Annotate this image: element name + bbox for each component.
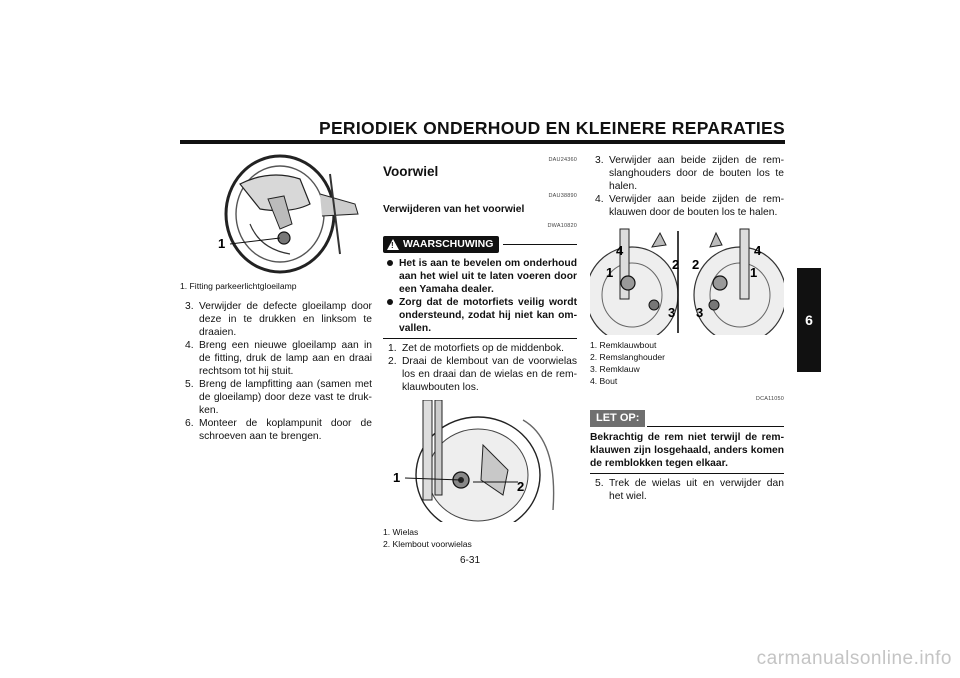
brake-caliper-illustration — [590, 227, 784, 335]
figure-callout-1: 1 — [606, 265, 614, 280]
bullet-icon — [387, 260, 393, 266]
step-item: 6. Monteer de koplampunit door de schroeven aan te brengen. — [185, 418, 372, 442]
divider — [647, 426, 784, 427]
figure-caption — [590, 339, 784, 387]
figure-front-wheel — [383, 400, 577, 522]
doc-code: DWA10820 — [547, 223, 577, 229]
column-3 — [590, 154, 784, 503]
divider — [383, 338, 577, 339]
caption-item: 1. Fitting parkeerlichtgloeilamp — [180, 281, 297, 291]
doc-code: DAU38890 — [548, 193, 577, 199]
figure-brake-calipers — [590, 227, 784, 335]
figure-callout-4: 4 — [616, 243, 624, 258]
step-item: 4. Breng een nieuwe gloeilamp aan in de fitting, druk de lamp aan en draai rechtsom tot hij stuit. — [185, 340, 372, 377]
headlight-illustration — [180, 154, 372, 276]
step-list — [383, 342, 577, 394]
header-rule — [180, 140, 785, 144]
chapter-tab[interactable]: 6 — [797, 268, 821, 372]
figure-callout-4: 4 — [754, 243, 762, 258]
page-header-title: PERIODIEK ONDERHOUD EN KLEINERE REPARATIES — [318, 118, 785, 138]
figure-callout-3: 3 — [668, 305, 676, 320]
figure-caption — [180, 280, 372, 292]
figure-caption — [383, 526, 577, 550]
step-item: 1. Zet de motorfiets op de middenbok. — [388, 343, 564, 354]
divider — [590, 473, 784, 474]
step-list — [180, 300, 372, 443]
caption-item: 2. Remslanghouder — [590, 352, 666, 362]
column-1 — [180, 154, 372, 443]
column-2 — [383, 154, 577, 550]
caption-item: 1. Wielas — [383, 527, 419, 537]
subsection-title: Verwijderen van het voorwiel — [383, 204, 525, 215]
caption-item: 4. Bout — [590, 376, 618, 386]
note-text: Bekrachtig de rem niet terwijl de rem-klauwen zijn losgehaald, anders komen de remblokken tegen elkaar. — [590, 432, 784, 469]
step-item: 3. Verwijder de defecte gloeilamp door deze in te drukken en linksom te draaien. — [185, 301, 372, 338]
step-item: 5. Breng de lampfitting aan (samen met de gloeilamp) door deze vast te druk-ken. — [185, 379, 372, 416]
figure-callout-1: 1 — [750, 265, 758, 280]
section-title: Voorwiel — [383, 164, 439, 179]
watermark: carmanualsonline.info — [756, 648, 952, 669]
step-list — [590, 154, 784, 219]
warning-item: Zorg dat de motorfiets veilig wordt ondersteund, zodat hij niet kan om-vallen. — [383, 296, 577, 335]
figure-headlight-bulb — [180, 154, 372, 276]
caption-item: 3. Remklauw — [590, 364, 640, 374]
caption-item: 2. Klembout voorwielas — [383, 539, 472, 549]
figure-callout-2: 2 — [672, 257, 680, 272]
step-item: 5. Trek de wielas uit en verwijder dan het wiel. — [595, 478, 784, 502]
note-badge: LET OP: — [590, 410, 645, 427]
figure-callout-2: 2 — [517, 479, 525, 494]
figure-callout-1: 1 — [393, 470, 401, 485]
figure-callout-3: 3 — [696, 305, 704, 320]
figure-callout-2: 2 — [692, 257, 700, 272]
front-wheel-illustration — [383, 400, 577, 522]
doc-code: DAU24360 — [548, 157, 577, 163]
step-item: 4. Verwijder aan beide zijden de rem-klauwen door de bouten los te halen. — [595, 194, 784, 218]
warning-item: Het is aan te bevelen om onderhoud aan het wiel uit te laten voeren door een Yamaha dealer. — [383, 257, 577, 296]
step-list — [590, 477, 784, 503]
warning-badge: ! WAARSCHUWING — [383, 236, 499, 253]
step-item: 3. Verwijder aan beide zijden de rem-slanghouders door de bouten los te halen. — [595, 155, 784, 192]
warning-icon — [387, 239, 399, 250]
divider — [503, 244, 577, 245]
warning-header — [383, 236, 577, 253]
doc-code: DCA11050 — [755, 396, 784, 402]
figure-callout-1: 1 — [218, 236, 226, 251]
bullet-icon — [387, 299, 393, 305]
page-number: 6-31 — [460, 555, 481, 566]
warning-list — [383, 257, 577, 335]
step-item: 2. Draai de klembout van de voorwielas los en draai dan de wielas en de rem-klauwbouten los. — [388, 356, 577, 393]
note-header — [590, 410, 784, 427]
caption-item: 1. Remklauwbout — [590, 340, 657, 350]
